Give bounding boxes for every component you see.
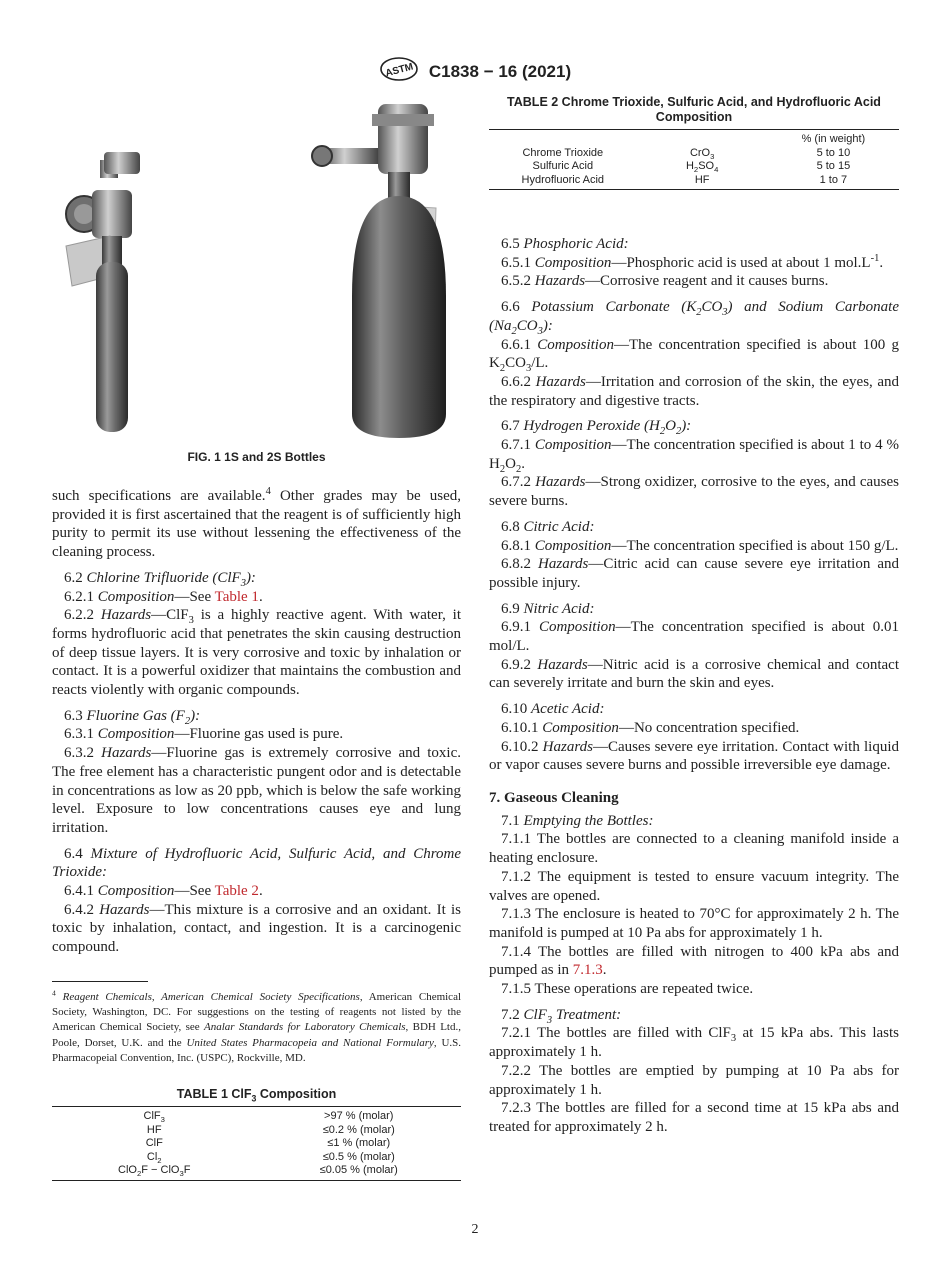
- section-6-8-1: 6.8.1 Composition—The concentration specified is about 150 g/L.: [501, 537, 899, 554]
- table-2-cell-percent: 1 to 7: [819, 173, 848, 186]
- table-1-row: [52, 1110, 461, 1124]
- astm-logo-icon: [379, 56, 419, 87]
- left-column: [52, 487, 461, 957]
- right-column: [489, 235, 899, 1137]
- footnote-4: $^4$ Reagent Chemicals, American Chemical Society Specifications, American Chemical Society, Washington, DC. For suggestions on the testing of reagents not listed by the American Chemical Society, see Analar Standards for Laboratory Chemicals, BDH Ltd., Poole, Dorset, U.K. and the United States Pharmacopeia and National Formulary, U.S. Pharmacopeial Convention, Inc. (USPC), Rockville, MD.: [52, 988, 462, 1064]
- table-2-title: TABLE 2 Chrome Trioxide, Sulfuric Acid, and Hydrofluoric Acid Composition: [507, 95, 881, 124]
- table-1-link[interactable]: Table 1: [214, 588, 259, 605]
- table-1-cell-component: HF: [146, 1123, 162, 1136]
- section-6-6-1: 6.6.1 Composition—The concentration specified is about 100 g $K_2CO_3/L$.: [489, 336, 900, 375]
- section-6-5-1: 6.5.1 Composition—Phosphoric acid is used at about 1 $mol.L^{-1}$.: [501, 252, 884, 271]
- section-6-8-2: 6.8.2 Hazards—Citric acid can cause severe eye irritation and possible injury.: [489, 556, 899, 591]
- table-1-title: TABLE 1 ClF$_3$ Composition: [176, 1087, 337, 1104]
- document-designation: C1838 − 16 (2021): [428, 61, 572, 81]
- table-2-col-header: % (in weight): [801, 133, 866, 145]
- section-7-1-3: 7.1.3 The enclosure is heated to 70°C for approximately 2 h. The manifold is pumped at 10 Pa abs for approximately 1 h.: [489, 906, 899, 941]
- table-2-row: [489, 147, 899, 161]
- table-1-cell-component: ClF: [145, 1137, 163, 1149]
- section-6-4-heading: 6.4 Mixture of Hydrofluoric Acid, Sulfuric Acid, and Chrome Trioxide:: [52, 845, 462, 881]
- section-6-3-2: 6.3.2 Hazards—Fluorine gas is extremely corrosive and toxic. The free element has a characteristic pungent odor and is detectable in concentrations as low as 20 ppb, which is below the safe working level. Exposure to low concentrations causes eye and lung irritation.: [52, 745, 462, 836]
- section-6-4-1: 6.4.1 Composition—See Table 2.: [64, 883, 263, 900]
- section-6-7-2: 6.7.2 Hazards—Strong oxidizer, corrosive to the eyes, and causes severe burns.: [489, 474, 900, 510]
- section-6-10-heading: 6.10 Acetic Acid:: [501, 701, 605, 718]
- table-2: [489, 95, 899, 190]
- table-2-row: [489, 174, 899, 188]
- section-6-2-1: 6.2.1 Composition—See Table 1.: [64, 588, 263, 605]
- table-1-row: [52, 1124, 461, 1138]
- table-1-row: [52, 1151, 461, 1165]
- section-6-2-2: 6.2.2 Hazards—ClF$_3$ is a highly reactive agent. With water, it forms hydrofluoric acid that penetrates the skin causing destruction of deep tissue layers. It is very corrosive and toxic by inhalation or contact. It is a powerful oxidizer that maintains the combustion and reacts violently with organic compounds.: [52, 607, 462, 699]
- section-6-2-heading: 6.2 Chlorine Trifluoride (ClF$_3$):: [64, 569, 256, 589]
- bottle-2s-icon: [312, 104, 446, 438]
- astm-logo-text: ASTM: [384, 61, 415, 80]
- section-6-9-1: 6.9.1 Composition—The concentration specified is about 0.01 mol/L.: [489, 619, 900, 655]
- table-1-row: [52, 1164, 461, 1178]
- section-6-6-2: 6.6.2 Hazards—Irritation and corrosion of the skin, the eyes, and the respiratory and digestive tracts.: [489, 373, 900, 409]
- section-6-4-2: 6.4.2 Hazards—This mixture is a corrosive and an oxidant. It is toxic by inhalation, contact, and ingestion. It is a carcinogenic compound.: [52, 901, 461, 956]
- table-2-row: [489, 160, 899, 174]
- section-6-5-2: 6.5.2 Hazards—Corrosive reagent and it causes burns.: [501, 273, 829, 290]
- table-2-cell-name: Hydrofluoric Acid: [521, 173, 605, 186]
- bottle-1s-icon: [66, 152, 140, 432]
- table-1-cell-value: ≤1 % (molar): [327, 1137, 391, 1149]
- section-6-6-heading: 6.6 Potassium Carbonate $(K_2CO_3)$ and Sodium Carbonate $(Na_2CO_3)$:: [489, 299, 899, 337]
- table-1-cell-value: ≤0.2 % (molar): [322, 1123, 395, 1136]
- table-1-cell-component: $Cl_2$: [146, 1150, 162, 1165]
- section-6-3-heading: 6.3 Fluorine Gas $(F_2)$:: [64, 707, 201, 727]
- section-6-7-heading: 6.7 Hydrogen Peroxide $(H_2O_2)$:: [501, 418, 692, 438]
- section-6-9-heading: 6.9 Nitric Acid:: [501, 600, 595, 617]
- figure-bottles-photo: [52, 96, 461, 446]
- section-7-1-3-link[interactable]: 7.1.3: [572, 962, 603, 979]
- section-6-10-1: 6.10.1 Composition—No concentration specified.: [501, 719, 800, 736]
- section-6-3-1: 6.3.1 Composition—Fluorine gas used is pure.: [64, 726, 344, 743]
- section-6-8-heading: 6.8 Citric Acid:: [501, 518, 595, 535]
- table-2-link[interactable]: Table 2: [214, 883, 259, 900]
- table-1: [52, 1087, 461, 1181]
- footnote-divider: [52, 981, 148, 982]
- table-2-cell-formula: HF: [694, 173, 710, 186]
- section-7-2-1: 7.2.1 The bottles are filled with ClF$_3$ at 15 kPa abs. This lasts approximately 1 h.: [489, 1025, 899, 1061]
- table-2-cell-name: Sulfuric Acid: [532, 160, 594, 172]
- section-6-10-2: 6.10.2 Hazards—Causes severe eye irritation. Contact with liquid or vapor causes severe burns and possible irreversible eye damage.: [489, 738, 900, 774]
- section-7-2-heading: 7.2 ClF$_3$ Treatment:: [501, 1006, 622, 1026]
- section-7-2-3: 7.2.3 The bottles are filled for a second time at 15 kPa abs and treated for approximately 2 h.: [489, 1100, 899, 1135]
- table-1-cell-value: ≤0.5 % (molar): [322, 1150, 395, 1163]
- section-7-heading: 7. Gaseous Cleaning: [489, 789, 619, 806]
- section-7-1-2: 7.1.2 The equipment is tested to ensure vacuum integrity. The valves are opened.: [489, 868, 899, 904]
- table-2-cell-percent: 5 to 15: [816, 160, 851, 172]
- table-2-cell-formula: CrO$_3$: [689, 146, 715, 161]
- table-1-cell-value: >97 % (molar): [324, 1110, 394, 1122]
- section-6-7-1: 6.7.1 Composition—The concentration specified is about 1 to 4 % $H_2O_2$.: [489, 437, 899, 475]
- section-7-1-4: 7.1.4 The bottles are filled with nitrogen to 400 kPa abs and pumped as in 7.1.3.: [489, 943, 899, 979]
- section-7-2-2: 7.2.2 The bottles are emptied by pumping at 10 Pa abs for approximately 1 h.: [489, 1062, 899, 1098]
- section-7-1-1: 7.1.1 The bottles are connected to a cleaning manifold inside a heating enclosure.: [489, 831, 899, 867]
- page-number: 2: [471, 1222, 479, 1237]
- table-2-cell-formula: $H_2SO_4$: [685, 160, 719, 175]
- section-6-5-heading: 6.5 Phosphoric Acid:: [501, 236, 629, 252]
- table-2-cell-percent: 5 to 10: [816, 146, 851, 159]
- section-7-1-5: 7.1.5 These operations are repeated twice.: [501, 981, 754, 998]
- section-6-9-2: 6.9.2 Hazards—Nitric acid is a corrosive chemical and contact can severely irritate and burn the skin and eyes.: [489, 656, 900, 692]
- paragraph-intro: such specifications are available.$^4$ Other grades may be used, provided it is first ascertained that the reagent is of sufficiently high purity to permit its use without lessening the effectiveness of the cleaning process.: [52, 486, 461, 561]
- section-7-1-heading: 7.1 Emptying the Bottles:: [501, 812, 654, 829]
- figure-caption: FIG. 1 1S and 2S Bottles: [187, 450, 326, 464]
- table-1-cell-value: ≤0.05 % (molar): [319, 1164, 398, 1176]
- table-2-cell-name: Chrome Trioxide: [522, 146, 604, 159]
- table-1-row: [52, 1137, 461, 1151]
- document-header: [0, 56, 950, 87]
- table-1-cell-component: ClF$_3$: [143, 1110, 165, 1125]
- table-1-cell-component: ClO$_2$F − ClO$_3$F: [118, 1164, 191, 1179]
